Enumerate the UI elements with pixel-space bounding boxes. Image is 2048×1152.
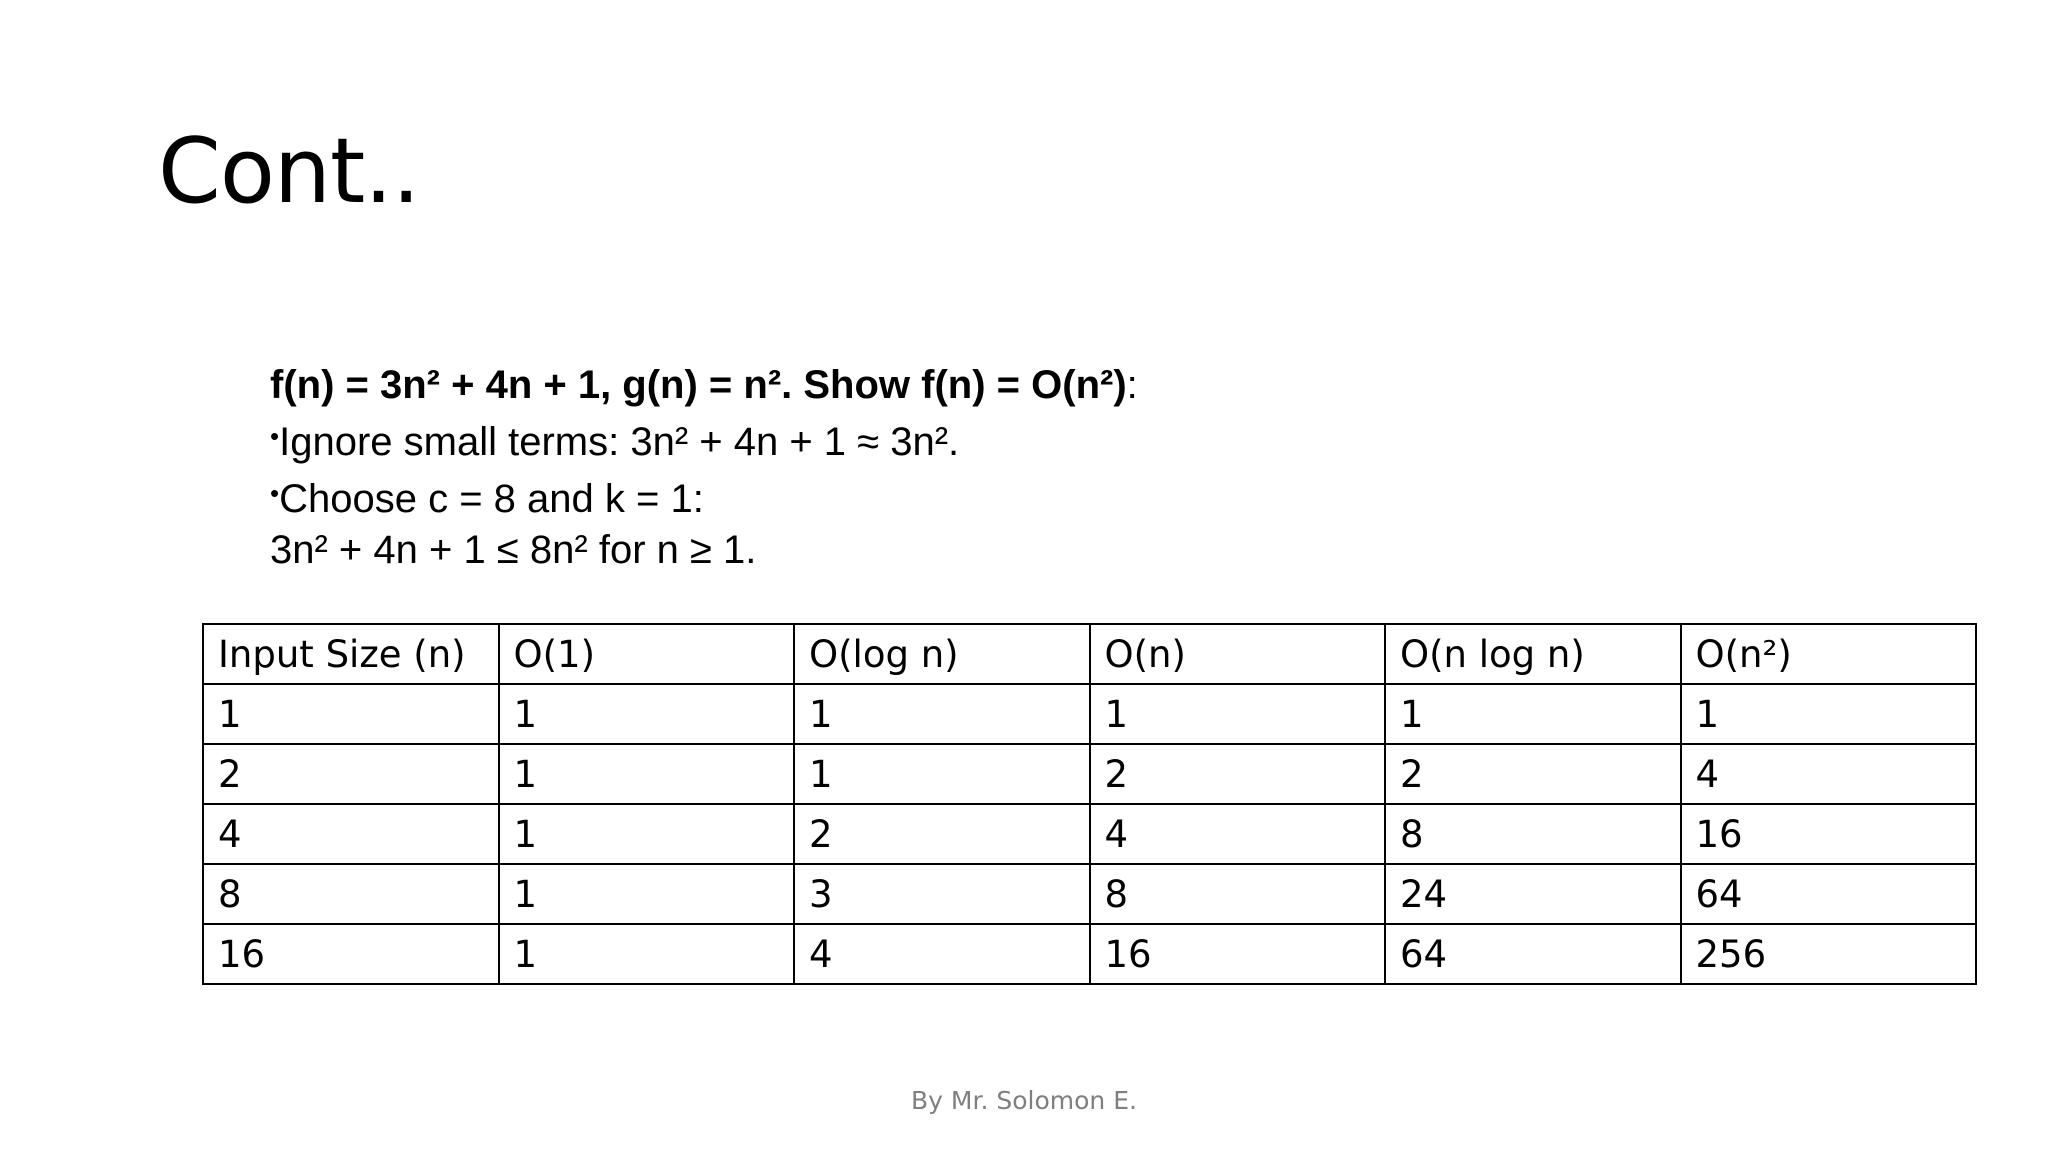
proof-bullet-2-text: Choose c = 8 and k = 1:: [279, 477, 704, 521]
table-cell: 2: [794, 804, 1090, 864]
table-cell: 2: [203, 744, 499, 804]
proof-text-block: [270, 360, 1138, 576]
table-cell: 64: [1681, 864, 1977, 924]
table-cell: 1: [794, 744, 1090, 804]
table-row: [203, 924, 1976, 984]
proof-heading-bold: f(n) = 3n² + 4n + 1, g(n) = n². Show f(n) = O(n²): [270, 363, 1127, 407]
header-cell: O(n log n): [1385, 624, 1681, 684]
table-cell: 4: [203, 804, 499, 864]
table-cell: 4: [1681, 744, 1977, 804]
proof-heading-tail: :: [1126, 363, 1138, 407]
table-row: [203, 744, 1976, 804]
proof-bullet-1: [270, 411, 1138, 468]
table-row: [203, 684, 1976, 744]
proof-bullet-1-text: Ignore small terms: 3n² + 4n + 1 ≈ 3n².: [279, 420, 960, 464]
table-cell: 256: [1681, 924, 1977, 984]
table-cell: 4: [794, 924, 1090, 984]
table-cell: 16: [1090, 924, 1386, 984]
table-cell: 8: [1090, 864, 1386, 924]
header-cell: O(n): [1090, 624, 1386, 684]
table-row: [203, 804, 1976, 864]
table-cell: 1: [794, 684, 1090, 744]
table-cell: 1: [499, 684, 795, 744]
bullet-dot-icon: •: [270, 478, 280, 508]
header-cell: O(n²): [1681, 624, 1977, 684]
table-cell: 3: [794, 864, 1090, 924]
table-cell: 2: [1090, 744, 1386, 804]
header-cell: O(1): [499, 624, 795, 684]
proof-bullet-2: [270, 468, 1138, 525]
table-cell: 16: [1681, 804, 1977, 864]
table-cell: 1: [499, 864, 795, 924]
table-cell: 1: [499, 924, 795, 984]
table-cell: 1: [1090, 684, 1386, 744]
table-cell: 1: [499, 744, 795, 804]
complexity-table: [202, 623, 1977, 985]
header-cell: Input Size (n): [203, 624, 499, 684]
table-cell: 2: [1385, 744, 1681, 804]
table-cell: 8: [1385, 804, 1681, 864]
proof-heading: [270, 360, 1138, 411]
table-row: [203, 864, 1976, 924]
header-cell: O(log n): [794, 624, 1090, 684]
table-cell: 16: [203, 924, 499, 984]
slide-title: Cont..: [158, 119, 420, 224]
table-cell: 1: [1385, 684, 1681, 744]
proof-inequality: 3n² + 4n + 1 ≤ 8n² for n ≥ 1.: [270, 528, 757, 572]
table-cell: 8: [203, 864, 499, 924]
table-cell: 24: [1385, 864, 1681, 924]
table-cell: 4: [1090, 804, 1386, 864]
table-cell: 1: [203, 684, 499, 744]
table-cell: 1: [1681, 684, 1977, 744]
table-header-row: [203, 624, 1976, 684]
table-cell: 1: [499, 804, 795, 864]
footer-author: By Mr. Solomon E.: [911, 1086, 1137, 1115]
table-cell: 64: [1385, 924, 1681, 984]
bullet-dot-icon: •: [270, 421, 280, 451]
